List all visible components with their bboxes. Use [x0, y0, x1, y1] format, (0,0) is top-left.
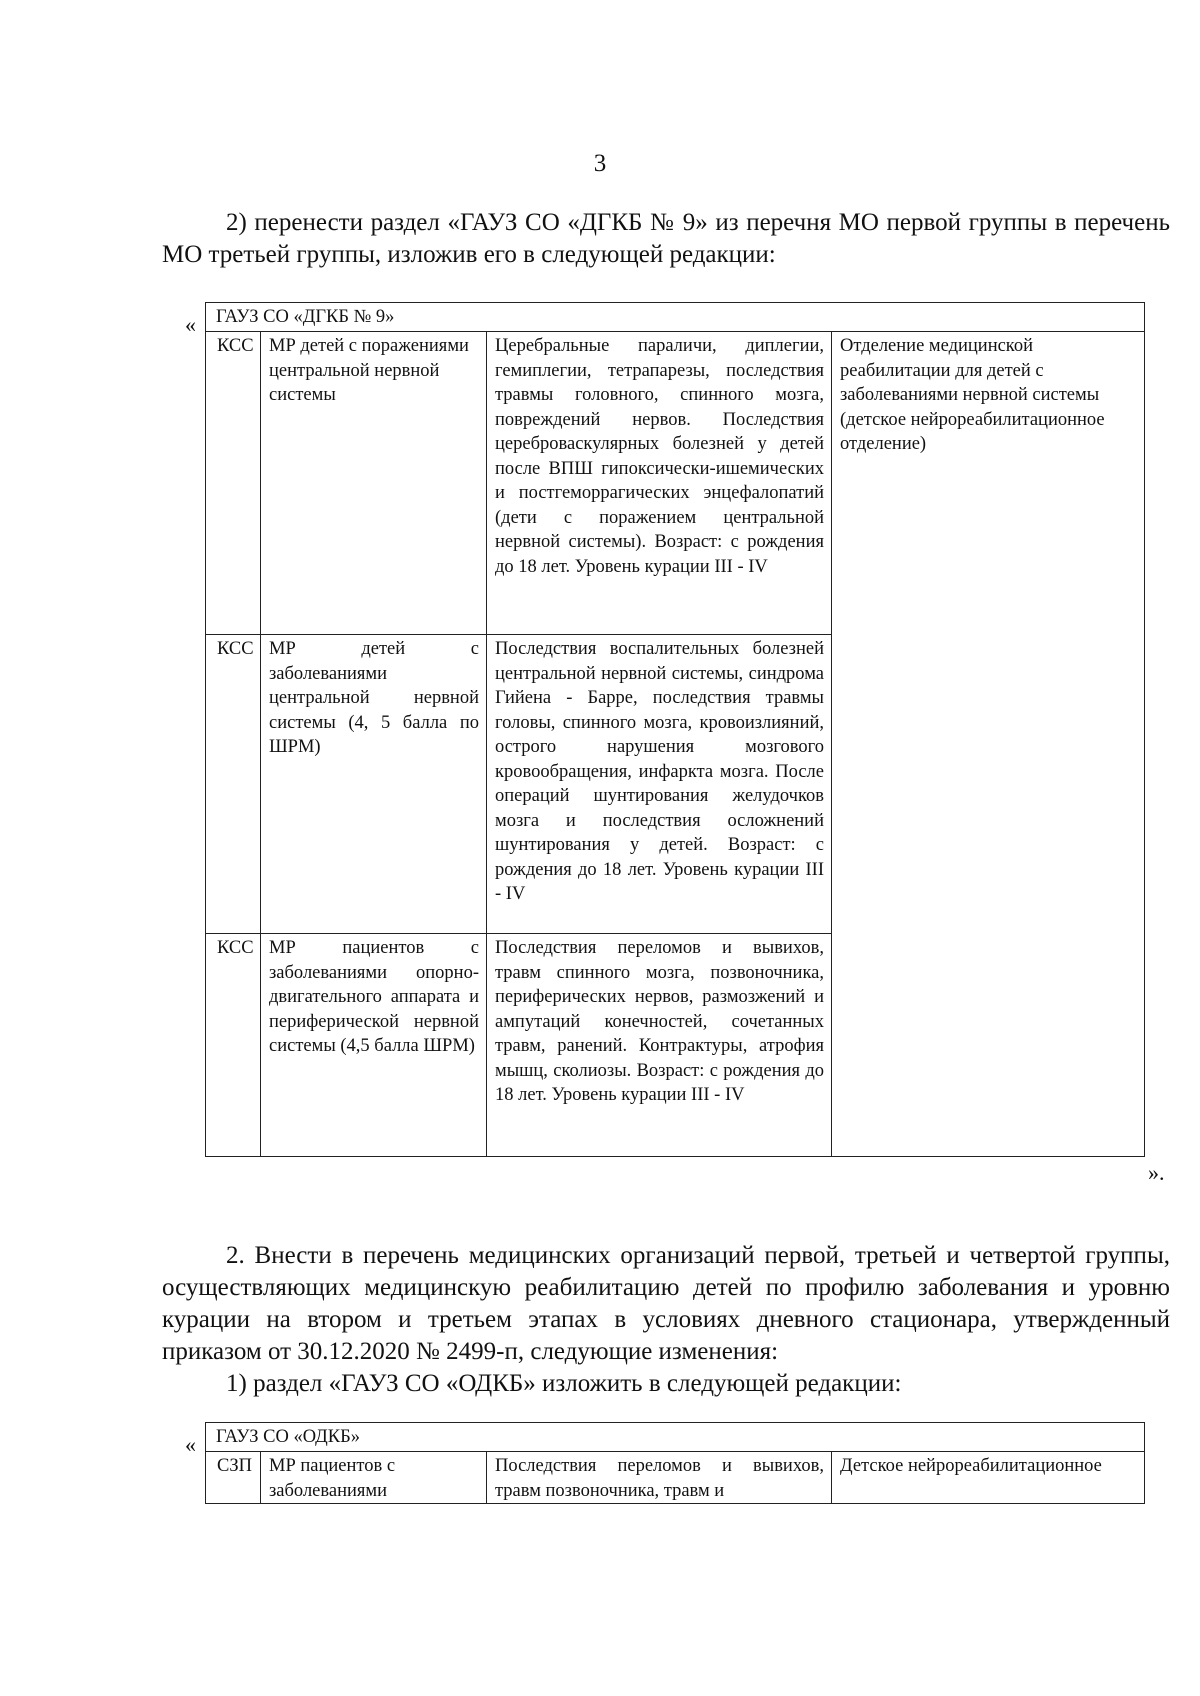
condition-description: Последствия переломов и вывихов, травм спинного мозга, позвоночника, периферических нервов, размозжений и ампутаций конечностей, сочетанных травм, ранений. Контрактуры, атрофия мышц, сколиозы. Возраст: с рождения до 18 лет. Уровень курации III - IV	[487, 934, 832, 1157]
table-header-row	[206, 1423, 1145, 1452]
rehab-profile: МР детей с заболеваниями центральной нервной системы (4, 5 балла по ШРМ)	[261, 635, 487, 934]
page-number: 3	[593, 150, 607, 177]
department-name: Детское нейрореабилитационное	[832, 1452, 1145, 1504]
paragraph-odkb-section: 1) раздел «ГАУЗ СО «ОДКБ» изложить в следующей редакции:	[226, 1370, 902, 1397]
opening-quote-table2: «	[185, 1432, 196, 1457]
rehab-profile: МР детей с поражениями центральной нервной системы	[261, 332, 487, 635]
paragraph-transfer-section: 2) перенести раздел «ГАУЗ СО «ДГКБ № 9» из перечня МО первой группы в перечень МО третьей группы, изложив его в следующей редакции:	[162, 209, 1170, 268]
table-header-row	[206, 303, 1145, 332]
table-odkb	[205, 1422, 1145, 1504]
care-type-code: КСС	[206, 332, 261, 635]
opening-quote-table1: «	[185, 312, 196, 337]
table-org-header: ГАУЗ СО «ДГКБ № 9»	[206, 303, 1145, 332]
table-dgkb-9	[205, 302, 1145, 1157]
care-type-code: КСС	[206, 934, 261, 1157]
rehab-profile: МР пациентов с заболеваниями опорно-двигательного аппарата и периферической нервной системы (4,5 балла ШРМ)	[261, 934, 487, 1157]
condition-description: Последствия переломов и вывихов, травм позвоночника, травм и	[487, 1452, 832, 1504]
care-type-code: КСС	[206, 635, 261, 934]
rehab-profile: МР пациентов с заболеваниями	[261, 1452, 487, 1504]
care-type-code: СЗП	[206, 1452, 261, 1504]
condition-description: Последствия воспалительных болезней центральной нервной системы, синдрома Гийена - Барре, последствия травмы головы, спинного мозга, кровоизлияний, острого нарушения мозгового кровообращения, инфаркта мозга. После операций шунтирования желудочков мозга и последствия осложнений шунтирования у детей. Возраст: с рождения до 18 лет. Уровень курации III - IV	[487, 635, 832, 934]
condition-description: Церебральные параличи, диплегии, гемиплегии, тетрапарезы, последствия травмы головного, спинного мозга, повреждений нервов. Последствия цереброваскулярных болезней у детей после ВПШ гипоксически-ишемических и постгеморрагических энцефалопатий (дети с поражением центральной нервной системы). Возраст: с рождения до 18 лет. Уровень курации III - IV	[487, 332, 832, 635]
table-row	[206, 1452, 1145, 1504]
paragraph-amend-list: 2. Внести в перечень медицинских организаций первой, третьей и четвертой группы, осуществляющих медицинскую реабилитацию детей по профилю заболевания и уровню курации на втором и третьем этапах в условиях дневного стационара, утвержденный приказом от 30.12.2020 № 2499-п, следующие изменения:	[162, 1242, 1170, 1365]
table-row	[206, 332, 1145, 635]
table-org-header: ГАУЗ СО «ОДКБ»	[206, 1423, 1145, 1452]
department-name: Отделение медицинской реабилитации для детей с заболеваниями нервной системы (детское нейрореабилитационное отделение)	[832, 332, 1145, 1157]
closing-quote-table1: ».	[1148, 1160, 1165, 1185]
